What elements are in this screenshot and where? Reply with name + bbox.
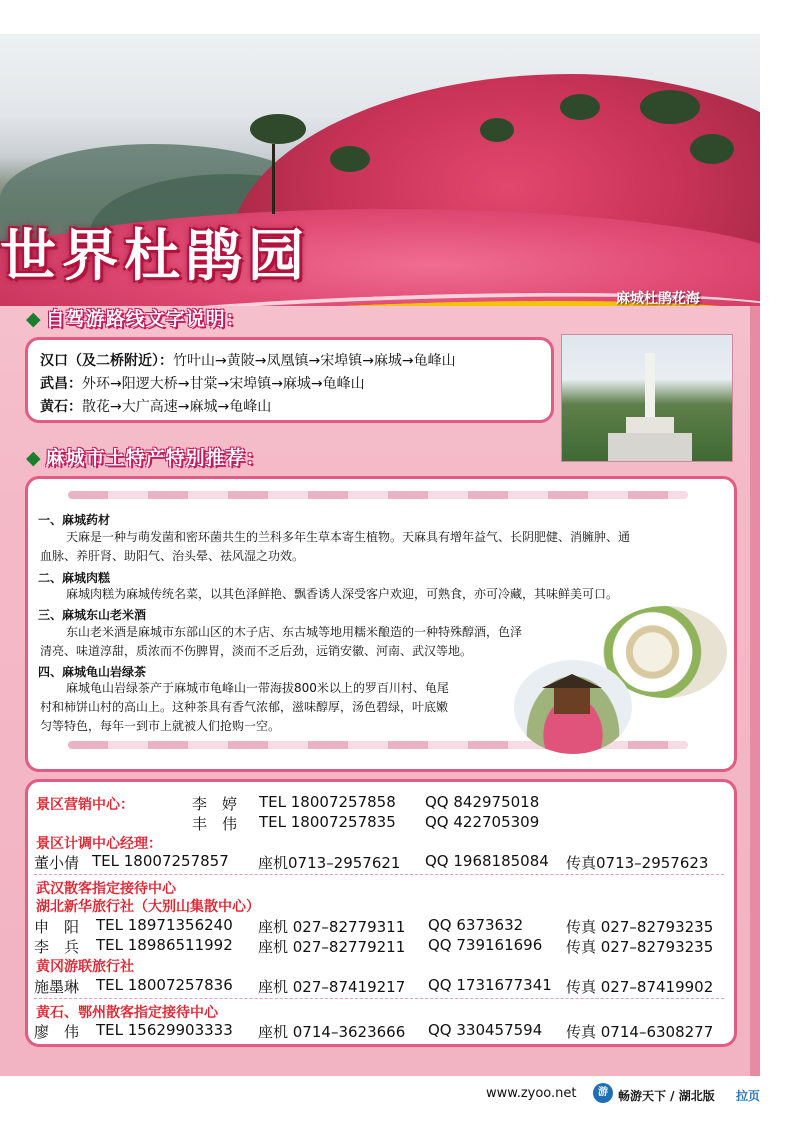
pagoda-photo [514, 660, 632, 754]
wuhan-label: 武汉散客指定接待中心 [36, 881, 176, 897]
contact-tel: TEL 18007257836 [96, 976, 233, 994]
huanggang-label: 黄冈游联旅行社 [36, 959, 134, 975]
contact-qq: QQ 422705309 [425, 813, 540, 831]
contact-qq: QQ 6373632 [428, 916, 524, 934]
specialty-line: 清亮、味道淳甜，质浓而不伤脾胃，淡而不乏后劲，远销安徽、河南、武汉等地。 [40, 644, 473, 658]
footer-page-label: 拉页 [736, 1089, 761, 1103]
contact-landline: 座机 027–87419217 [258, 978, 406, 996]
contact-tel: TEL 18007257835 [259, 813, 396, 831]
route-label: 武昌： [40, 376, 82, 392]
monument-photo [561, 334, 733, 462]
contact-fax: 传真 027–82793235 [566, 918, 714, 936]
contact-name: 李 兵 [34, 938, 80, 956]
route-text: 外环→阳逻大桥→甘棠→宋埠镇→麻城→龟峰山 [82, 376, 365, 392]
pine-trunk [272, 144, 275, 214]
specialty-heading [26, 443, 266, 470]
specialty-line: 村和柿饼山村的高山上。这种茶具有香气浓郁，滋味醇厚，汤色碧绿，叶底嫩 [40, 700, 449, 714]
specialty-title: 三、麻城东山老米酒 [38, 608, 147, 622]
hero-image [0, 34, 760, 306]
pine-tree [560, 94, 600, 120]
specialty-line: 东山老米酒是麻城市东部山区的木子店、东古城等地用糯米酿造的一种特殊醇酒，色泽 [66, 625, 523, 639]
logo-badge-icon: 游 [593, 1083, 613, 1103]
pine-tree [480, 118, 514, 142]
contact-name: 丰 伟 [192, 815, 238, 833]
specialty-text [40, 679, 520, 736]
contact-qq: QQ 739161696 [428, 936, 543, 954]
route-heading [26, 304, 246, 331]
specialty-line: 麻城龟山岩绿茶产于麻城市龟峰山一带海拔800米以上的罗百川村、龟尾 [66, 681, 449, 695]
monument-steps [608, 433, 692, 461]
diamond-icon: ◆ [26, 447, 42, 469]
contact-name: 申 阳 [34, 918, 80, 936]
specialty-text [40, 528, 720, 566]
sales-label: 景区营销中心： [36, 797, 134, 813]
pine-tree [690, 134, 734, 164]
route-box [25, 337, 554, 423]
contact-qq: QQ 842975018 [425, 793, 540, 811]
route-line [40, 350, 456, 370]
contact-name: 廖 伟 [34, 1023, 80, 1041]
specialty-text: 麻城肉糕为麻城传统名菜，以其色泽鲜艳、飘香诱人深受客户欢迎，可熟食，亦可冷藏，其味鲜美可口。 [66, 587, 619, 601]
specialty-heading-text: 麻城市土特产特别推荐： [45, 447, 266, 469]
specialty-line: 天麻是一种与萌发菌和密环菌共生的兰科多年生草本寄生植物。天麻具有增年益气、长阴肥健、消臃肿、通 [66, 530, 631, 544]
contact-landline: 座机 027–82779211 [258, 938, 406, 956]
huangshi-label: 黄石、鄂州散客指定接待中心 [36, 1005, 218, 1021]
specialty-line: 匀等特色，每年一到市上就被人们抢购一空。 [40, 719, 281, 733]
monument-obelisk [645, 353, 655, 423]
contact-landline: 座机 0714–3623666 [258, 1023, 406, 1041]
specialty-title: 二、麻城肉糕 [38, 571, 111, 585]
contact-landline: 座机0713–2957621 [258, 854, 401, 872]
route-label: 黄石： [40, 399, 82, 415]
contact-box [25, 779, 737, 1047]
contact-fax: 传真 0714–6308277 [566, 1023, 714, 1041]
route-text: 散花→大广高速→麻城→龟峰山 [82, 399, 272, 415]
contact-landline: 座机 027–82779311 [258, 918, 406, 936]
decorative-wave [68, 491, 688, 499]
contact-name: 李 婷 [192, 795, 238, 813]
contact-tel: TEL 18007257858 [259, 793, 396, 811]
contact-fax: 传真 027–87419902 [566, 978, 714, 996]
hero-title: 世界杜鹃园 [0, 223, 310, 289]
contact-tel: TEL 18971356240 [96, 916, 233, 934]
pagoda-body [554, 688, 590, 714]
route-text: 竹叶山→黄陂→凤凰镇→宋埠镇→麻城→龟峰山 [173, 353, 456, 369]
contact-tel: TEL 18986511992 [96, 936, 233, 954]
footer-brand: 畅游天下 / 湖北版 [618, 1089, 715, 1103]
pagoda-roof [542, 674, 602, 688]
contact-qq: QQ 1731677341 [428, 976, 552, 994]
pine-tree [250, 114, 306, 144]
route-line [40, 396, 271, 416]
contact-fax: 传真0713–2957623 [566, 854, 709, 872]
route-heading-text: 自驾游路线文字说明： [45, 308, 246, 330]
divider [34, 998, 724, 999]
specialty-title: 四、麻城龟山岩绿茶 [38, 665, 147, 679]
contact-tel: TEL 15629903333 [96, 1021, 233, 1039]
pine-tree [640, 90, 700, 124]
contact-name: 施墨琳 [34, 978, 80, 996]
route-line [40, 373, 365, 393]
specialty-title: 一、麻城药材 [38, 513, 111, 527]
footer-url[interactable]: www.zyoo.net [486, 1086, 577, 1101]
contact-tel: TEL 18007257857 [92, 852, 229, 870]
hero-caption: 麻城杜鹃花海 [616, 291, 700, 306]
xinhua-label: 湖北新华旅行社（大别山集散中心） [36, 899, 260, 915]
contact-name: 董小倩 [34, 854, 80, 872]
contact-qq: QQ 1968185084 [425, 852, 549, 870]
contact-fax: 传真 027–82793235 [566, 938, 714, 956]
pine-tree [330, 146, 370, 172]
specialty-text [40, 623, 600, 661]
manager-label: 景区计调中心经理： [36, 836, 162, 852]
route-label: 汉口（及二桥附近）： [40, 353, 173, 369]
specialty-line: 血脉、养肝肾、助阳气、治头晕、祛风湿之功效。 [40, 549, 305, 563]
divider [34, 874, 724, 875]
diamond-icon: ◆ [26, 308, 42, 330]
contact-qq: QQ 330457594 [428, 1021, 543, 1039]
